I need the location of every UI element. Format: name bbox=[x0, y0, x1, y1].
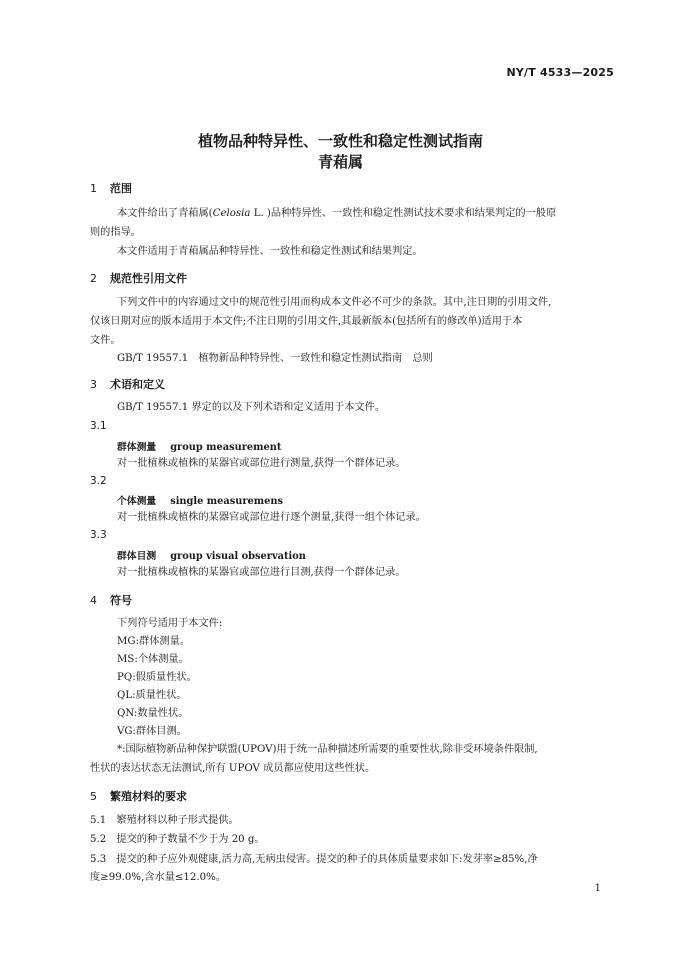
clause-number: 3.3 bbox=[90, 529, 107, 541]
clause-number: 3.2 bbox=[90, 475, 107, 487]
clause-5-3-line-2: 度≥99.0%,含水量≤12.0%。 bbox=[90, 872, 226, 883]
document-title: 植物品种特异性、一致性和稳定性测试指南 bbox=[197, 132, 483, 150]
term-cn: 群体目测 bbox=[117, 551, 157, 562]
asterisk-note-line-1: *:国际植物新品种保护联盟(UPOV)用于统一品种描述所需要的重要性状,除非受环境条件限制, bbox=[117, 744, 538, 755]
refs-paragraph-line-3: 文件。 bbox=[90, 335, 121, 346]
refs-paragraph-line-2: 仅该日期对应的版本适用于本文件;不注日期的引用文件,其最新版本(包括所有的修改单)适用于本 bbox=[90, 316, 523, 327]
symbol-item: MS:个体测量。 bbox=[117, 654, 189, 665]
section-4-heading bbox=[90, 592, 132, 608]
standard-code: NY/T 4533—2025 bbox=[506, 66, 614, 79]
term-heading bbox=[117, 548, 306, 562]
symbols-intro: 下列符号适用于本文件: bbox=[117, 618, 223, 629]
section-number: 5 bbox=[90, 790, 97, 803]
section-number: 1 bbox=[90, 182, 97, 195]
genus-name-italic: Celosia bbox=[212, 208, 251, 219]
symbol-item: MG:群体测量。 bbox=[117, 636, 190, 647]
symbol-item: QN:数量性状。 bbox=[117, 708, 189, 719]
scope-paragraph-1-line-2: 则的指导。 bbox=[90, 227, 141, 238]
refs-paragraph-line-1: 下列文件中的内容通过文中的规范性引用而构成本文件必不可少的条款。其中,注日期的引用文件, bbox=[117, 297, 552, 308]
section-number: 3 bbox=[90, 378, 97, 391]
text-segment: 本文件给出了青葙属( bbox=[117, 208, 213, 219]
text-segment: L. )品种特异性、一致性和稳定性测试技术要求和结果判定的一般原 bbox=[250, 208, 557, 219]
term-definition: 对一批植株或植株的某器官或部位进行逐个测量,获得一组个体记录。 bbox=[117, 512, 426, 523]
section-3-heading bbox=[90, 376, 165, 392]
scope-paragraph-2: 本文件适用于青葙属品种特异性、一致性和稳定性测试和结果判定。 bbox=[117, 246, 423, 257]
reference-gb-t-19557-1: GB/T 19557.1 植物新品种特异性、一致性和稳定性测试指南 总则 bbox=[117, 353, 433, 364]
section-title: 繁殖材料的要求 bbox=[110, 790, 187, 803]
section-1-heading bbox=[90, 180, 132, 196]
section-title: 范围 bbox=[110, 182, 132, 195]
symbol-item: VG:群体目测。 bbox=[117, 726, 187, 737]
scope-paragraph-1-line-1 bbox=[117, 204, 607, 223]
clause-5-3-line-1: 5.3 提交的种子应外观健康,活力高,无病虫侵害。提交的种子的具体质量要求如下:发芽率≥85%,净 bbox=[90, 854, 538, 865]
document-subtitle: 青葙属 bbox=[317, 153, 363, 171]
clause-5-1: 5.1 繁殖材料以种子形式提供。 bbox=[90, 815, 239, 826]
section-number: 4 bbox=[90, 594, 97, 607]
section-title: 符号 bbox=[110, 594, 132, 607]
clause-5-2: 5.2 提交的种子数量不少于为 20 g。 bbox=[90, 834, 265, 845]
section-5-heading bbox=[90, 788, 187, 804]
term-definition: 对一批植株或植株的某器官或部位进行测量,获得一个群体记录。 bbox=[117, 458, 406, 469]
clause-number: 3.1 bbox=[90, 420, 107, 432]
section-2-heading bbox=[90, 270, 187, 286]
asterisk-note-line-2: 性状的表达状态无法测试,所有 UPOV 成员都应使用这些性状。 bbox=[90, 763, 376, 774]
terms-intro: GB/T 19557.1 界定的以及下列术语和定义适用于本文件。 bbox=[117, 402, 386, 413]
term-en: group measurement bbox=[170, 442, 282, 453]
term-cn: 个体测量 bbox=[117, 496, 157, 507]
section-number: 2 bbox=[90, 272, 97, 285]
section-title: 术语和定义 bbox=[110, 378, 165, 391]
page-number: 1 bbox=[594, 883, 601, 894]
term-en: single measuremens bbox=[170, 496, 283, 507]
term-en: group visual observation bbox=[170, 551, 306, 562]
term-definition: 对一批植株或植株的某器官或部位进行目测,获得一个群体记录。 bbox=[117, 567, 406, 578]
term-heading bbox=[117, 439, 281, 453]
symbol-item: QL:质量性状。 bbox=[117, 690, 187, 701]
symbol-item: PQ:假质量性状。 bbox=[117, 672, 197, 683]
term-cn: 群体测量 bbox=[117, 442, 157, 453]
section-title: 规范性引用文件 bbox=[110, 272, 187, 285]
term-heading bbox=[117, 493, 283, 507]
